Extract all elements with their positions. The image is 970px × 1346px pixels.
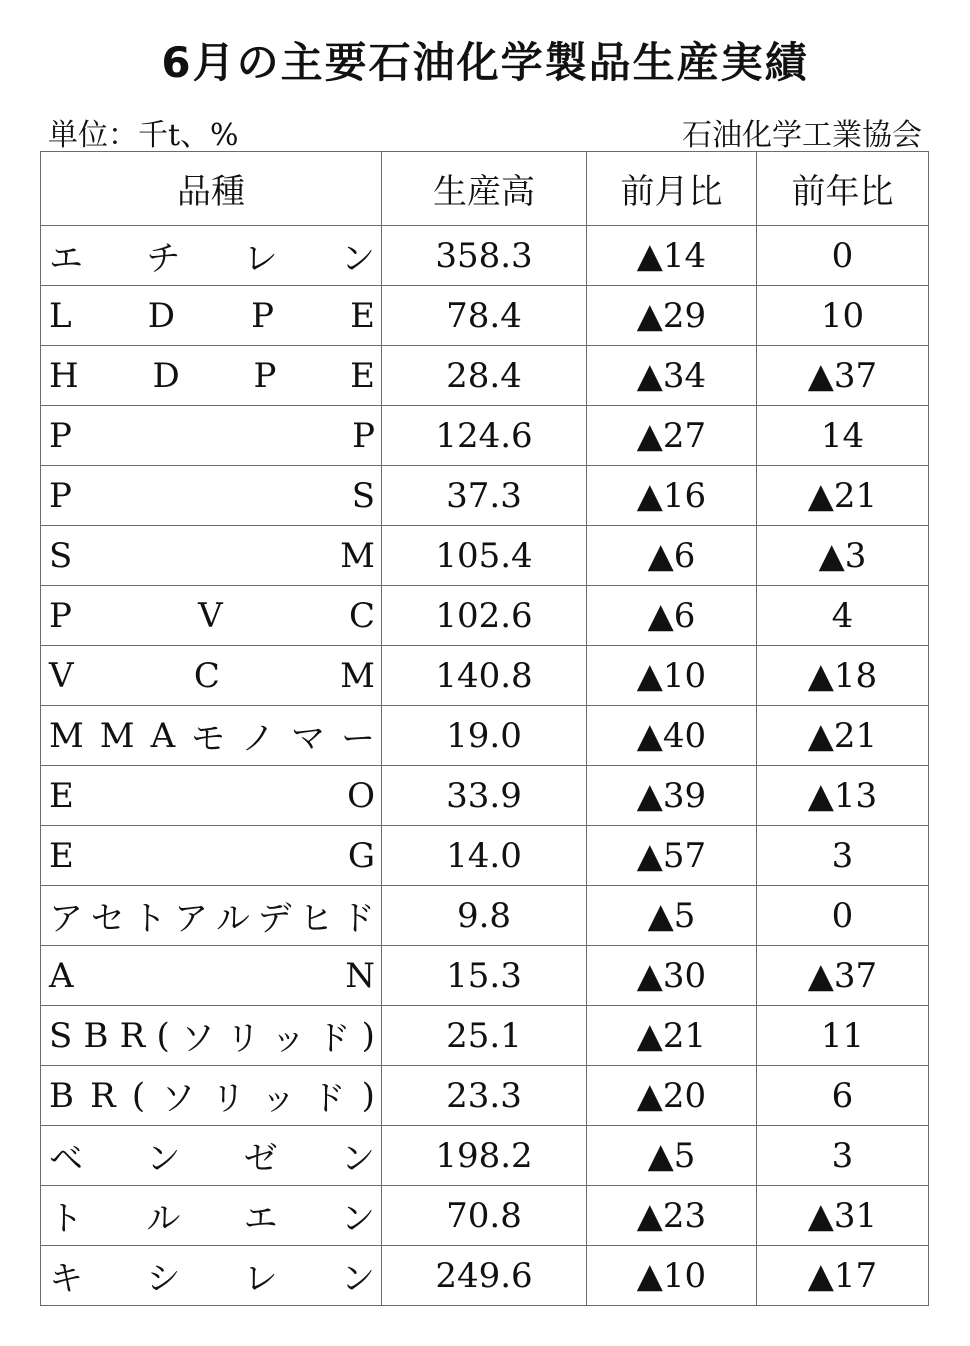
year-ratio-value: ▲17 [757, 1246, 929, 1306]
product-name-cell [41, 886, 382, 946]
table-row [41, 946, 929, 1006]
month-ratio-value: ▲16 [587, 466, 757, 526]
month-ratio-value: ▲57 [587, 826, 757, 886]
table-row [41, 526, 929, 586]
month-ratio-value: ▲14 [587, 226, 757, 286]
month-ratio-value: ▲10 [587, 1246, 757, 1306]
month-ratio-value: ▲39 [587, 766, 757, 826]
header-year-ratio: 前年比 [757, 152, 929, 226]
month-ratio-value: ▲5 [587, 886, 757, 946]
product-name-cell [41, 346, 382, 406]
year-ratio-value: 11 [757, 1006, 929, 1066]
production-value: 15.3 [382, 946, 587, 1006]
table-row [41, 1186, 929, 1246]
year-ratio-value: ▲31 [757, 1186, 929, 1246]
production-table [40, 151, 929, 1306]
table-row [41, 886, 929, 946]
month-ratio-value: ▲23 [587, 1186, 757, 1246]
product-name: V C M [49, 655, 375, 696]
page-title: 6月の主要石油化学製品生産実績 [161, 38, 809, 87]
production-value: 124.6 [382, 406, 587, 466]
header-product: 品種 [41, 152, 382, 226]
header-row [41, 152, 929, 226]
production-value: 33.9 [382, 766, 587, 826]
unit-label: 単位：千t、% [48, 118, 239, 153]
table-row [41, 226, 929, 286]
year-ratio-value: 10 [757, 286, 929, 346]
table-header [41, 152, 929, 226]
month-ratio-value: ▲6 [587, 586, 757, 646]
production-value: 37.3 [382, 466, 587, 526]
production-value: 9.8 [382, 886, 587, 946]
product-name-cell [41, 946, 382, 1006]
table-row [41, 586, 929, 646]
month-ratio-value: ▲10 [587, 646, 757, 706]
table-row [41, 286, 929, 346]
product-name: L D P E [49, 295, 375, 336]
product-name-cell [41, 586, 382, 646]
table-row [41, 346, 929, 406]
product-name: エ チ レ ン [49, 239, 375, 279]
product-name-cell [41, 1126, 382, 1186]
product-name: ベ ン ゼ ン [49, 1139, 375, 1179]
production-value: 102.6 [382, 586, 587, 646]
product-name: P V C [49, 595, 375, 636]
year-ratio-value: 4 [757, 586, 929, 646]
table-row [41, 646, 929, 706]
production-value: 358.3 [382, 226, 587, 286]
table-body [41, 226, 929, 1306]
product-name-cell [41, 466, 382, 526]
table-row [41, 1246, 929, 1306]
production-value: 70.8 [382, 1186, 587, 1246]
product-name: S M [49, 535, 375, 576]
product-name: M M A モ ノ マ ー [49, 715, 375, 759]
product-name: A N [49, 955, 375, 996]
product-name-cell [41, 826, 382, 886]
year-ratio-value: 0 [757, 886, 929, 946]
table-row [41, 766, 929, 826]
product-name: E G [49, 835, 375, 876]
production-value: 78.4 [382, 286, 587, 346]
month-ratio-value: ▲21 [587, 1006, 757, 1066]
table-row [41, 706, 929, 766]
production-value: 23.3 [382, 1066, 587, 1126]
product-name-cell [41, 646, 382, 706]
production-value: 249.6 [382, 1246, 587, 1306]
product-name: H D P E [49, 355, 375, 396]
product-name-cell [41, 526, 382, 586]
product-name-cell [41, 1066, 382, 1126]
year-ratio-value: 6 [757, 1066, 929, 1126]
product-name-cell [41, 1186, 382, 1246]
product-name-cell [41, 706, 382, 766]
year-ratio-value: ▲21 [757, 466, 929, 526]
production-value: 140.8 [382, 646, 587, 706]
product-name: P S [49, 475, 375, 516]
production-value: 25.1 [382, 1006, 587, 1066]
year-ratio-value: ▲21 [757, 706, 929, 766]
year-ratio-value: ▲18 [757, 646, 929, 706]
year-ratio-value: 3 [757, 1126, 929, 1186]
month-ratio-value: ▲5 [587, 1126, 757, 1186]
year-ratio-value: 14 [757, 406, 929, 466]
production-value: 14.0 [382, 826, 587, 886]
production-value: 198.2 [382, 1126, 587, 1186]
year-ratio-value: 0 [757, 226, 929, 286]
product-name: ト ル エ ン [49, 1199, 375, 1239]
product-name: S B R ( ソ リ ッ ド ) [49, 1015, 375, 1059]
month-ratio-value: ▲20 [587, 1066, 757, 1126]
product-name: ア セ ト ア ル デ ヒ ド [49, 899, 375, 939]
table-row [41, 1066, 929, 1126]
product-name-cell [41, 286, 382, 346]
product-name-cell [41, 226, 382, 286]
header-production: 生産高 [382, 152, 587, 226]
year-ratio-value: ▲13 [757, 766, 929, 826]
table-row [41, 466, 929, 526]
table-row [41, 406, 929, 466]
table-row [41, 826, 929, 886]
product-name: E O [49, 775, 375, 816]
table-row [41, 1126, 929, 1186]
month-ratio-value: ▲27 [587, 406, 757, 466]
product-name-cell [41, 766, 382, 826]
month-ratio-value: ▲6 [587, 526, 757, 586]
production-value: 105.4 [382, 526, 587, 586]
month-ratio-value: ▲29 [587, 286, 757, 346]
product-name: B R ( ソ リ ッ ド ) [49, 1075, 375, 1119]
month-ratio-value: ▲40 [587, 706, 757, 766]
table-row [41, 1006, 929, 1066]
year-ratio-value: ▲37 [757, 346, 929, 406]
year-ratio-value: ▲37 [757, 946, 929, 1006]
header-month-ratio: 前月比 [587, 152, 757, 226]
product-name-cell [41, 1246, 382, 1306]
product-name-cell [41, 1006, 382, 1066]
month-ratio-value: ▲30 [587, 946, 757, 1006]
source-label: 石油化学工業協会 [682, 118, 922, 153]
production-value: 28.4 [382, 346, 587, 406]
product-name-cell [41, 406, 382, 466]
year-ratio-value: ▲3 [757, 526, 929, 586]
product-name: P P [49, 415, 375, 456]
month-ratio-value: ▲34 [587, 346, 757, 406]
production-value: 19.0 [382, 706, 587, 766]
year-ratio-value: 3 [757, 826, 929, 886]
product-name: キ シ レ ン [49, 1259, 375, 1299]
